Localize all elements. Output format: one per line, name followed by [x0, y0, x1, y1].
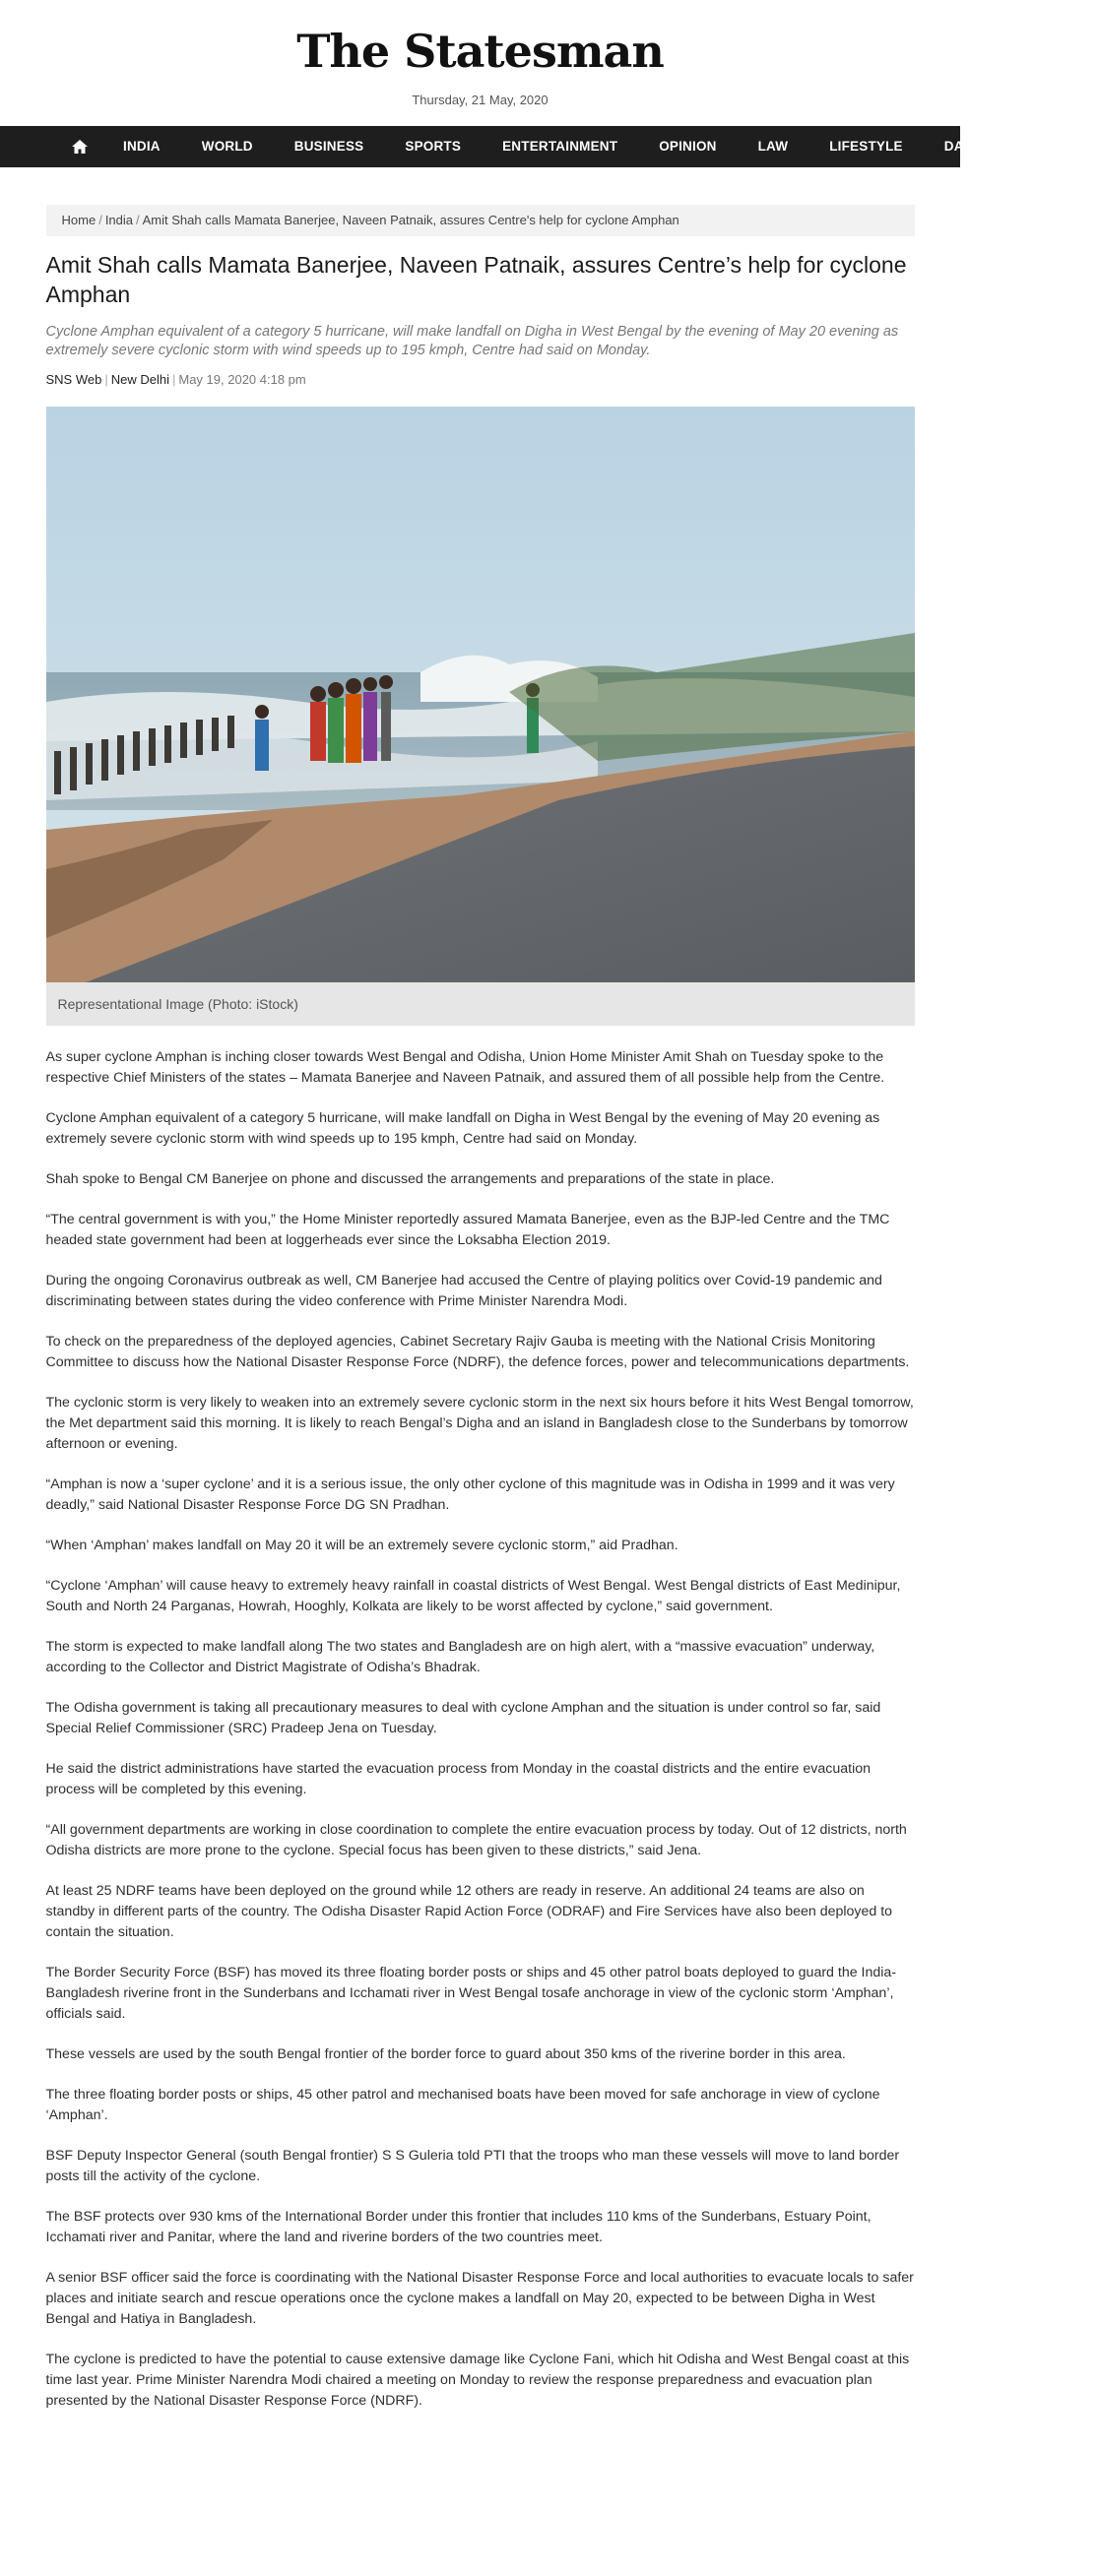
nav-item-sports[interactable]: SPORTS [405, 139, 462, 154]
masthead [0, 0, 960, 126]
nav-item-opinion[interactable]: OPINION [659, 139, 717, 154]
lead-image [46, 407, 915, 982]
article-paragraph: The BSF protects over 930 kms of the International Border under this frontier that includes 110 kms of the Sunderbans, Estuary Point, Icchamati river and Panitar, where the land and riverine borders of the two countries meet. [45, 2209, 872, 2245]
byline [46, 372, 915, 387]
article-standfirst: Cyclone Amphan equivalent of a category 5 hurricane, will make landfall on Digha in West Bengal by the evening of May 20 evening as extremely severe cyclonic storm with wind speeds up to 195 kmph, Centre had said on Monday. [45, 324, 899, 358]
nav-item-india[interactable]: INDIA [123, 139, 161, 154]
article-paragraph: “The central government is with you,” the Home Minister reportedly assured Mamata Banerjee, even as the BJP-led Centre and the TMC headed state government had been at loggerheads ever since the Loksabha Election 2019. [45, 1212, 890, 1248]
nav-home-link[interactable] [71, 126, 89, 167]
main-navigation [0, 126, 1078, 167]
breadcrumb-section[interactable]: India [104, 213, 134, 227]
article-paragraph: Shah spoke to Bengal CM Banerjee on phone and discussed the arrangements and preparations of the state in place. [45, 1171, 775, 1187]
nav-item-business[interactable]: BUSINESS [293, 139, 364, 154]
article-paragraph: At least 25 NDRF teams have been deployed on the ground while 12 others are ready in reserve. An additional 24 teams are also on standby in different parts of the country. The Odisha Disaster Rapid Action Force (ODRAF) and Fire Services have also been deployed to contain the situation. [45, 1883, 893, 1940]
nav-item-lifestyle[interactable]: LIFESTYLE [829, 139, 903, 154]
article-paragraph: Cyclone Amphan equivalent of a category 5 hurricane, will make landfall on Digha in West Bengal by the evening of May 20 evening as extremely severe cyclonic storm with wind speeds up to 195 kmph, Centre had said on Monday. [45, 1110, 880, 1147]
image-caption: Representational Image (Photo: iStock) [46, 982, 915, 1026]
article-paragraph: During the ongoing Coronavirus outbreak as well, CM Banerjee had accused the Centre of playing politics over Covid-19 pandemic and discriminating between states during the video conference with Prime Minister Narendra Modi. [45, 1273, 882, 1309]
site-logo[interactable]: The Statesman [296, 25, 664, 78]
article-paragraph: The Odisha government is taking all precautionary measures to deal with cyclone Amphan and the situation is under control so far, said Special Relief Commissioner (SRC) Pradeep Jena on Tuesday. [45, 1700, 881, 1736]
article-paragraph: The storm is expected to make landfall along The two states and Bangladesh are on high alert, with a “massive evacuation” underway, according to the Collector and District Magistrate of Odisha’s Bhadrak. [45, 1639, 875, 1675]
article-paragraph: The cyclonic storm is very likely to weaken into an extremely severe cyclonic storm in the next six hours before it hits West Bengal tomorrow, the Met department said this morning. It is likely to reach Bengal’s Digha and an island in Bangladesh close to the Sunderbans by tomorrow afternoon or evening. [45, 1395, 914, 1452]
breadcrumb-home[interactable]: Home [61, 213, 97, 227]
author-link[interactable]: SNS Web [45, 372, 102, 387]
nav-item-world[interactable]: WORLD [201, 139, 253, 154]
article-paragraph: BSF Deputy Inspector General (south Bengal frontier) S S Guleria told PTI that the troops who man these vessels will move to land border posts till the activity of the cyclone. [45, 2148, 900, 2184]
byline-separator: | [171, 372, 176, 387]
article-paragraph: The Border Security Force (BSF) has moved its three floating border posts or ships and 45 other patrol boats deployed to guard the India-Bangladesh riverine front in the Sunderbans and Icchamati river in West Bengal tosafe anchorage in view of the cyclonic storm ‘Amphan’, officials said. [45, 1965, 897, 2022]
breadcrumb-separator: / [136, 213, 140, 227]
article-paragraph: To check on the preparedness of the deployed agencies, Cabinet Secretary Rajiv Gauba is meeting with the National Crisis Monitoring Committee to discuss how the National Disaster Response Force (NDRF), the defence forces, power and telecommunications departments. [45, 1334, 910, 1370]
article-paragraph: The three floating border posts or ships, 45 other patrol and mechanised boats have been moved for safe anchorage in view of cyclone ‘Amphan’. [45, 2087, 880, 2123]
location-link[interactable]: New Delhi [110, 372, 169, 387]
current-date: Thursday, 21 May, 2020 [412, 93, 549, 107]
nav-item-entertainment[interactable]: ENTERTAINMENT [502, 139, 618, 154]
article-container [46, 167, 915, 2412]
byline-separator: | [104, 372, 108, 387]
article-body [46, 1047, 915, 2412]
article-paragraph: As super cyclone Amphan is inching closer towards West Bengal and Odisha, Union Home Minister Amit Shah on Tuesday spoke to the respective Chief Ministers of the states – Mamata Banerjee and Naveen Patnaik, and assured them of all possible help from the Centre. [45, 1049, 885, 1086]
article-paragraph: “When ‘Amphan’ makes landfall on May 20 it will be an extremely severe cyclonic storm,” aid Pradhan. [45, 1538, 678, 1553]
home-icon [71, 139, 89, 155]
nav-item-dainik-statesman[interactable]: DAINIK STATESMAN [943, 139, 1078, 154]
article-paragraph: “Amphan is now a ‘super cyclone’ and it is a serious issue, the only other cyclone of this magnitude was in Odisha in 1999 and it was very deadly,” said National Disaster Response Force DG SN Pradhan. [45, 1476, 895, 1513]
article-paragraph: “All government departments are working in close coordination to complete the entire evacuation process by today. Out of 12 districts, north Odisha districts are more prone to the cyclone. Special focus has been given to these districts,” said Jena. [45, 1822, 907, 1858]
article-paragraph: He said the district administrations have started the evacuation process from Monday in the coastal districts and the entire evacuation process will be completed by this evening. [45, 1761, 871, 1797]
publish-time: May 19, 2020 4:18 pm [178, 372, 306, 387]
article-paragraph: A senior BSF officer said the force is coordinating with the National Disaster Response Force and local authorities to evacuate locals to safer places and initiate search and rescue operations once the cyclone makes a landfall on May 20, expected to be between Digha in West Bengal and Hatiya in Bangladesh. [45, 2270, 914, 2327]
breadcrumb-separator: / [98, 213, 102, 227]
article-paragraph: “Cyclone ‘Amphan’ will cause heavy to extremely heavy rainfall in coastal districts of West Bengal. West Bengal districts of East Medinipur, South and North 24 Parganas, Howrah, Hooghly, Kolkata are likely to be worst affected by cyclone,” said government. [45, 1578, 901, 1614]
article-headline: Amit Shah calls Mamata Banerjee, Naveen Patnaik, assures Centre’s help for cyclone Amphan [45, 252, 907, 307]
breadcrumb [46, 205, 915, 236]
nav-item-law[interactable]: LAW [757, 139, 789, 154]
breadcrumb-current: Amit Shah calls Mamata Banerjee, Naveen Patnaik, assures Centre's help for cyclone Amphan [142, 213, 679, 227]
article-paragraph: These vessels are used by the south Bengal frontier of the border force to guard about 350 kms of the riverine border in this area. [45, 2046, 846, 2062]
nav-items [0, 126, 1078, 167]
article-paragraph: The cyclone is predicted to have the potential to cause extensive damage like Cyclone Fani, which hit Odisha and West Bengal coast at this time last year. Prime Minister Narendra Modi chaired a meeting on Monday to review the response preparedness and evacuation plan presented by the National Disaster Response Force (NDRF). [45, 2352, 910, 2409]
lead-image-figure [46, 407, 915, 1026]
